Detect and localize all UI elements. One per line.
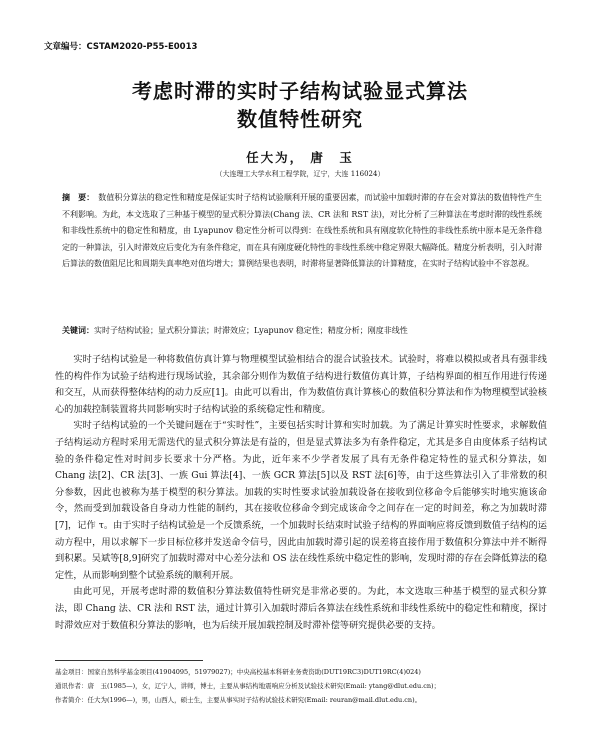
footnotes bbox=[55, 665, 547, 707]
affiliation: （大连理工大学水利工程学院，辽宁，大连 116024） bbox=[215, 170, 385, 178]
footnote-divider bbox=[55, 660, 203, 661]
footnote-corresponding-author: 通讯作者：唐 玉(1985—)，女，辽宁人，讲师，博士，主要从事结构地震响应分析及试验技术研究(Email: ytang@dlut.edu.cn)； bbox=[55, 682, 441, 690]
abstract-text: 数值积分算法的稳定性和精度是保证实时子结构试验顺利开展的重要因素，而试验中加载时滞的存在会对算法的数值特性产生不利影响。为此，本文选取了三种基于模型的显式积分算法(Chang 法、CR 法和 RST 法)，对比分析了三种算法在考虑时滞的线性系统和非线性系统中的稳定性和精度，由 Lyapunov 稳定性分析可以得到：在线性系统和具有刚度软化特性的非线性系统中原本是无条件稳定的一种算法，引入时滞效应后变化为有条件稳定，而在具有刚度硬化特性的非线性系统中稳定界限大幅降低。精度分析表明，引入时滞后算法的数值阻尼比和周期失真率绝对值均增大；算例结果也表明，时滞将显著降低算法的计算精度，在实时子结构试验中不容忽视。 bbox=[62, 193, 542, 268]
footnote-author-bio: 作者简介：任大为(1996—)，男，山西人，硕士生，主要从事实时子结构试验技术研究(Email: reuran@mail.dlut.edu.cn)。 bbox=[55, 696, 422, 704]
article-number: 文章编号：CSTAM2020-P55-E0013 bbox=[44, 42, 198, 52]
title-line-1: 考虑时滞的实时子结构试验显式算法 bbox=[132, 79, 468, 103]
abstract-label: 摘 要： bbox=[62, 193, 95, 202]
footnote-funding: 基金项目：国家自然科学基金项目(41904095，51979027)；中央高校基本科研业务费资助(DUT19RC3)DUT19RC(4)024) bbox=[55, 668, 421, 676]
abstract bbox=[62, 190, 542, 273]
title-line-2: 数值特性研究 bbox=[237, 107, 363, 131]
paragraph-3: 由此可见，开展考虑时滞的数值积分算法数值特性研究是非常必要的。为此，本文选取三种基于模型的显式积分算法，即 Chang 法、CR 法和 RST 法，通过计算引入加载时滞后各算法在线性系统和非线性系统中的稳定性和精度，探讨时滞效应对于数值积分算法的影响，也为后续开展加载控制及时滞补偿等研究提供必要的支持。 bbox=[55, 586, 547, 631]
keywords-text: 实时子结构试验；显式积分算法；时滞效应；Lyapunov 稳定性；精度分析；刚度非线性 bbox=[94, 326, 408, 335]
body-text bbox=[55, 352, 547, 634]
authors: 任大为， 唐 玉 bbox=[246, 150, 354, 165]
paragraph-2: 实时子结构试验的一个关键问题在于“实时性”，主要包括实时计算和实时加载。为了满足计算实时性要求，求解数值子结构运动方程时采用无需迭代的显式积分算法是有益的，但是显式算法多为有条件稳定，尤其是多自由度体系子结构试验的条件稳定性对时间步长要求十分严格。为此，近年来不少学者发展了具有无条件稳定特性的显式积分算法，如 Chang 法[2]、CR 法[3]、一族 Gui 算法[4]、一族 GCR 算法[5]以及 RST 法[6]等，由于这些算法引入了非常数的积分参数，因此也被称为基于模型的积分算法。加载的实时性要求试验加载设备在接收到位移命令后能够实时地实施该命令，然而受到加载设备自身动力性能的制约，其在接收位移命令到完成该命令之间存在一定的时间差，称之为加载时滞[7]，记作 τ。由于实时子结构试验是一个反馈系统，一个加载时长结束时试验子结构的界面响应将反馈到数值子结构的运动方程中，用以求解下一步目标位移并发送命令信号，因此由加载时滞引起的误差将直接作用于数值积分算法中并不断得到积累。吴斌等[8,9]研究了加载时滞对中心差分法和 OS 法在线性系统中稳定性的影响，发现时滞的存在会降低算法的稳定性，从而影响到整个试验系统的顺利开展。 bbox=[55, 420, 547, 581]
keywords-label: 关键词： bbox=[62, 326, 94, 335]
paragraph-1: 实时子结构试验是一种将数值仿真计算与物理模型试验相结合的混合试验技术。试验时，将难以模拟或者具有强非线性的构件作为试验子结构进行现场试验，其余部分则作为数值子结构进行数值仿真计算，子结构界面的相互作用进行传递和交互，从而获得整体结构的动力反应[1]。由此可以看出，作为数值仿真计算核心的数值积分算法和作为物理模型试验核心的加载控制装置将共同影响实时子结构试验的系统稳定性和精度。 bbox=[55, 354, 547, 415]
keywords bbox=[62, 323, 542, 340]
